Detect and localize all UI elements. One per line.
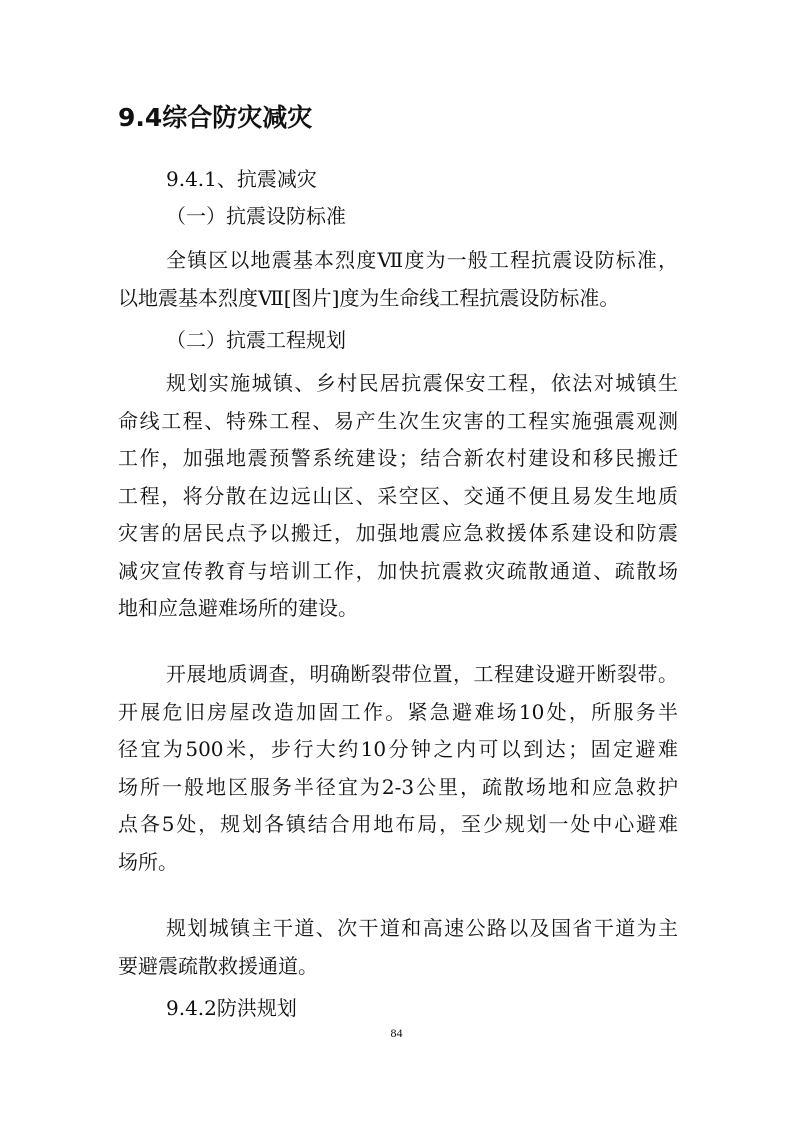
paragraph-line: 命线工程、特殊工程、易产生次生灾害的工程实施强震观测 bbox=[118, 408, 678, 433]
paragraph-line: 开展危旧房屋改造加固工作。紧急避难场10处，所服务半 bbox=[118, 699, 678, 724]
subsection-heading-9-4-1 bbox=[118, 161, 678, 199]
paragraph-line: 以地震基本烈度Ⅶ[图片]度为生命线工程抗震设防标准。 bbox=[118, 285, 620, 310]
paragraph-seismic-standard bbox=[118, 242, 678, 317]
paragraph-line: 要避震疏散救援通道。 bbox=[118, 953, 318, 978]
paragraph-line: 规划实施城镇、乡村民居抗震保安工程，依法对城镇生 bbox=[166, 371, 678, 395]
page-number: 84 bbox=[390, 1026, 403, 1040]
section-title: 9.4综合防灾减灾 bbox=[118, 103, 313, 132]
paragraph-line: 灾害的居民点予以搬迁，加强地震应急救援体系建设和防震 bbox=[118, 521, 678, 545]
part-heading-text: （一）抗震设防标准 bbox=[166, 204, 346, 228]
paragraph-line: 工作，加强地震预警系统建设；结合新农村建设和移民搬迁 bbox=[118, 446, 678, 470]
paragraph-line: 场所。 bbox=[118, 849, 178, 874]
paragraph-seismic-planning-3 bbox=[118, 910, 678, 985]
paragraph-line: 减灾宣传教育与培训工作，加快抗震救灾疏散通道、疏散场 bbox=[118, 558, 678, 583]
paragraph-line: 工程，将分散在边远山区、采空区、交通不便且易发生地质 bbox=[118, 483, 678, 508]
paragraph-seismic-planning-1 bbox=[118, 365, 678, 628]
subsection-heading-text: 9.4.2防洪规划 bbox=[166, 996, 297, 1020]
paragraph-line: 径宜为500米，步行大约10分钟之内可以到达；固定避难 bbox=[118, 737, 678, 761]
paragraph-line: 开展地质调查，明确断裂带位置，工程建设避开断裂带。 bbox=[166, 662, 678, 686]
paragraph-seismic-planning-2 bbox=[118, 656, 678, 881]
paragraph-line: 规划城镇主干道、次干道和高速公路以及国省干道为主 bbox=[166, 916, 678, 940]
part-heading-seismic-planning bbox=[118, 322, 678, 360]
subsection-heading-text: 9.4.1、抗震减灾 bbox=[166, 167, 317, 191]
part-heading-text: （二）抗震工程规划 bbox=[166, 328, 346, 352]
subsection-heading-9-4-2 bbox=[118, 990, 678, 1028]
paragraph-line: 全镇区以地震基本烈度Ⅶ度为一般工程抗震设防标准， bbox=[166, 248, 678, 272]
paragraph-line: 场所一般地区服务半径宜为2-3公里，疏散场地和应急救护 bbox=[118, 774, 678, 799]
paragraph-line: 地和应急避难场所的建设。 bbox=[118, 596, 358, 620]
paragraph-line: 点各5处，规划各镇结合用地布局，至少规划一处中心避难 bbox=[118, 812, 678, 836]
part-heading-seismic-standard bbox=[118, 198, 678, 236]
